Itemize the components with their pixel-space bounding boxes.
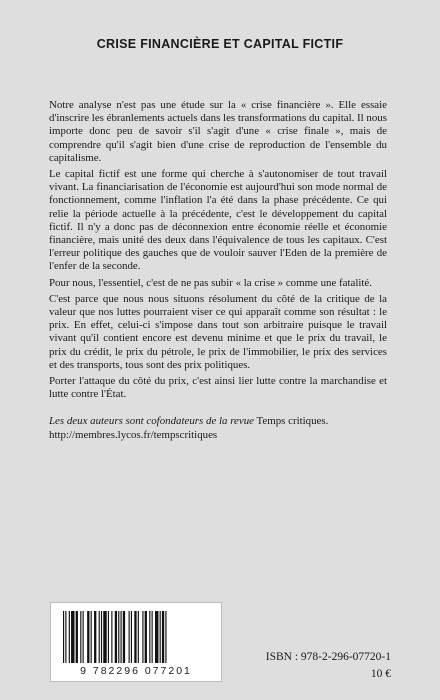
barcode-bar <box>142 611 143 663</box>
barcode-bar <box>71 611 74 663</box>
barcode-bar <box>165 611 166 663</box>
barcode-bar <box>152 611 153 663</box>
isbn: ISBN : 978-2-296-07720-1 <box>265 651 391 663</box>
barcode-bar <box>111 611 112 663</box>
barcode-bar <box>123 611 125 663</box>
barcode-digits: 9 782296 077201 <box>80 665 192 677</box>
paragraph: Notre analyse n'est pas une étude sur la « crise financière ». Elle essaie d'inscrire les ébranlements actuels dans les transformations du capital. Il nous importe donc peu de savoir s'il s'agit d'une « crise finale », mais de comprendre qu'il s'agit bien d'une crise de reproduction de l'ensemble du capitalisme. <box>49 99 387 164</box>
barcode-bar <box>80 611 81 663</box>
barcode-bar <box>138 611 139 663</box>
barcode-bar <box>65 611 66 663</box>
barcode-bar <box>76 611 78 663</box>
barcode-bar <box>162 611 164 663</box>
book-title: CRISE FINANCIÈRE ET CAPITAL FICTIF <box>96 37 344 51</box>
barcode-bars <box>61 611 211 663</box>
barcode-bar <box>115 611 117 663</box>
paragraph: Porter l'attaque du côté du prix, c'est ainsi lier lutte contre la marchandise et lutte contre l'État. <box>49 375 387 401</box>
paragraph: Pour nous, l'essentiel, c'est de ne pas subir « la crise » comme une fatalité. <box>49 276 372 289</box>
journal-name: Temps critiques. <box>256 415 329 428</box>
barcode-bar <box>83 611 84 663</box>
barcode-bar <box>131 611 132 663</box>
barcode-bar <box>101 611 102 663</box>
barcode-bar <box>145 611 147 663</box>
author-credit <box>49 415 387 428</box>
barcode-bar <box>134 611 136 663</box>
back-cover-text <box>49 99 387 445</box>
barcode-bar <box>103 611 106 663</box>
barcode-bar <box>91 611 92 663</box>
barcode-bar <box>87 611 89 663</box>
author-credit-italic: Les deux auteurs sont cofondateurs de la revue <box>49 415 254 428</box>
barcode-bar <box>121 611 122 663</box>
barcode-bar <box>99 611 100 663</box>
barcode-bar <box>149 611 150 663</box>
barcode-bar <box>155 611 158 663</box>
barcode-bar <box>69 611 70 663</box>
barcode-bar <box>118 611 119 663</box>
barcode <box>50 602 222 682</box>
barcode-bar <box>108 611 109 663</box>
barcode-bar <box>160 611 161 663</box>
barcode-bar <box>63 611 64 663</box>
price: 10 € <box>370 668 391 680</box>
barcode-bar <box>129 611 130 663</box>
website-url: http://membres.lycos.fr/tempscritiques <box>49 428 218 441</box>
paragraph: C'est parce que nous nous situons résolument du côté de la critique de la valeur que nos luttes pourraient viser ce qui apparaît comme son résultat : le prix. En effet, celui-ci s'impose dans tout son arbitraire puisque le travail vivant qu'il contient encore est devenu minime et que le prix du travail, le prix du crédit, le prix du pétrole, le prix de l'immobilier, le prix des services et des transports, tous sont des prix politiques. <box>49 292 387 371</box>
barcode-bar <box>94 611 96 663</box>
paragraph: Le capital fictif est une forme qui cherche à s'autonomiser de tout travail vivant. La financiarisation de l'économie est aujourd'hui son mode normal de fonctionnement, comme l'inflation l'a été dans la phase précédente. Ce qui relie la période actuelle à la précédente, c'est le développement du capital fictif. Il n'y a donc pas de déconnexion entre économie réelle et économie financière, mais unité des deux dans l'équivalence de tous les capitaux. C'est l'erreur politique des gauches que de vouloir sauver l'Eden de la première de l'enfer de la seconde. <box>49 168 387 273</box>
